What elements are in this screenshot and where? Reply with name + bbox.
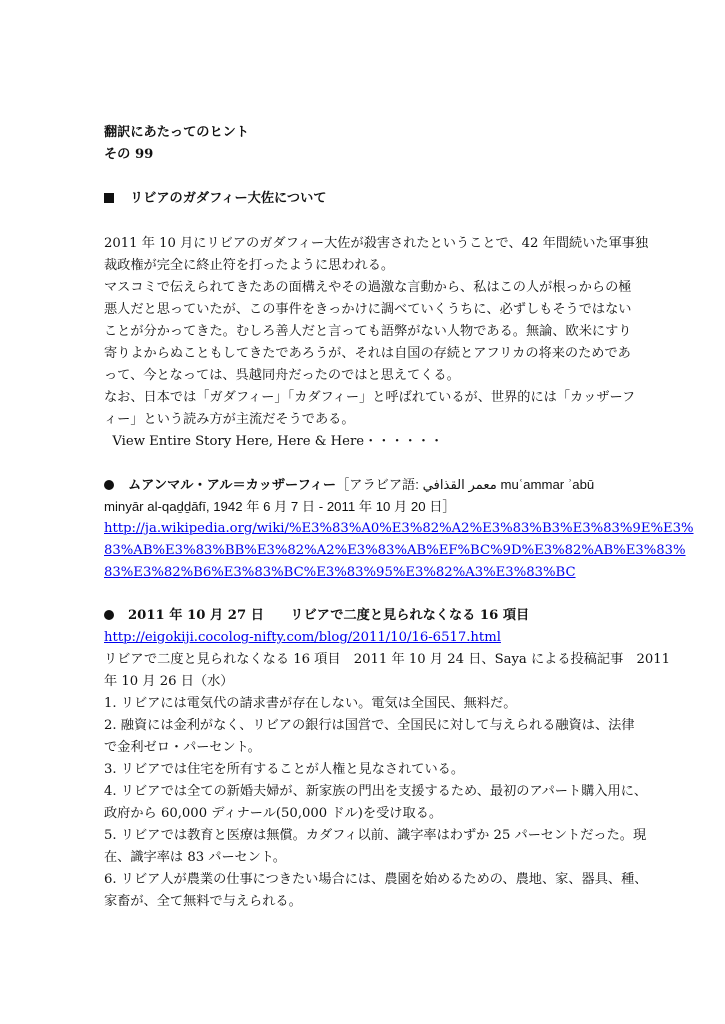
section1-line: 寄りよからぬこともしてきたであろうが、それは自国の存続とアフリカの将来のためであ	[104, 346, 631, 361]
document-title: 翻訳にあたってのヒント	[104, 125, 250, 140]
section2-heading: ムアンマル・アル＝カッザーフィー	[128, 478, 337, 493]
section3-heading-row	[104, 605, 529, 627]
section2-arabic-name: ［アラビア語: معمر القذافي‎ muʿammar ʾabū	[336, 477, 595, 492]
section1-line: なお、日本では「ガダフィー」「カダフィー」と呼ばれているが、世界的には「カッザーフ	[104, 390, 636, 405]
section1-line: 裁政権が完全に終止符を打ったように思われる。	[104, 258, 395, 273]
list-item: で金利ゼロ・パーセント。	[104, 740, 261, 755]
wikipedia-link[interactable]: http://ja.wikipedia.org/wiki/%E3%83%A0%E3%82%A2%E3%83%B3%E3%83%9E%E3%	[104, 521, 694, 536]
section1-line: ことが分かってきた。むしろ善人だと言っても語弊がない人物である。無論、欧米にすり	[104, 324, 632, 339]
round-bullet-icon	[104, 480, 114, 490]
section3-heading: 2011 年 10 月 27 日 リビアで二度と見られなくなる 16 項目	[128, 608, 530, 623]
section3-line: 年 10 月 26 日（水）	[104, 674, 234, 689]
section2-heading-row	[104, 474, 594, 497]
list-item: 5. リビアでは教育と医療は無償。カダフィ以前、識字率はわずか 25 パーセントだった。現	[104, 828, 647, 843]
list-item: 4. リビアでは全ての新婚夫婦が、新家族の門出を支援するため、最初のアパート購入用に、	[104, 784, 648, 799]
list-item: 家畜が、全て無料で与えられる。	[104, 894, 302, 909]
document-subtitle: その 99	[104, 147, 154, 162]
wikipedia-link[interactable]: 83%E3%82%B6%E3%83%BC%E3%83%95%E3%82%A3%E3%83%BC	[104, 565, 576, 580]
section1-line: って、今となっては、呉越同舟だったのではと思えてくる。	[104, 368, 460, 383]
section1-line: ィー」という読み方が主流だそうである。	[104, 412, 355, 427]
section3-line: リビアで二度と見られなくなる 16 項目 2011 年 10 月 24 日、Saya による投稿記事 2011	[104, 652, 671, 667]
list-item: 在、識字率は 83 パーセント。	[104, 850, 286, 865]
section1-heading-row	[104, 188, 327, 210]
wikipedia-link[interactable]: 83%AB%E3%83%BB%E3%82%A2%E3%83%AB%EF%BC%9D%E3%82%AB%E3%83%	[104, 543, 686, 558]
square-bullet-icon	[104, 193, 114, 203]
round-bullet-icon	[104, 610, 114, 620]
section1-line: 2011 年 10 月にリビアのガダフィー大佐が殺害されたということで、42 年間続いた軍事独	[104, 236, 649, 251]
list-item: 3. リビアでは住宅を所有することが人権と見なされている。	[104, 762, 465, 777]
list-item: 6. リビア人が農業の仕事につきたい場合には、農園を始めるための、農地、家、器具、種、	[104, 872, 648, 887]
list-item: 2. 融資には金利がなく、リビアの銀行は国営で、全国民に対して与えられる融資は、法律	[104, 718, 635, 733]
list-item: 政府から 60,000 ディナール(50,000 ドル)を受け取る。	[104, 806, 443, 821]
list-item: 1. リビアには電気代の請求書が存在しない。電気は全国民、無料だ。	[104, 696, 517, 711]
view-story-line: View Entire Story Here, Here & Here・・・・・・	[104, 434, 444, 449]
section1-line: 悪人だと思っていたが、この事件をきっかけに調べていくうちに、必ずしもそうではない	[104, 302, 632, 317]
section1-line: マスコミで伝えられてきたあの面構えやその過激な言動から、私はこの人が根っからの極	[104, 280, 632, 295]
section1-heading: リビアのガダフィー大佐について	[130, 191, 327, 206]
eigokiji-link[interactable]: http://eigokiji.cocolog-nifty.com/blog/2011/10/16-6517.html	[104, 630, 501, 645]
section2-dates: minyār al-qaḏḏāfī, 1942 年 6 月 7 日 - 2011 年 10 月 20 日］	[104, 499, 456, 514]
